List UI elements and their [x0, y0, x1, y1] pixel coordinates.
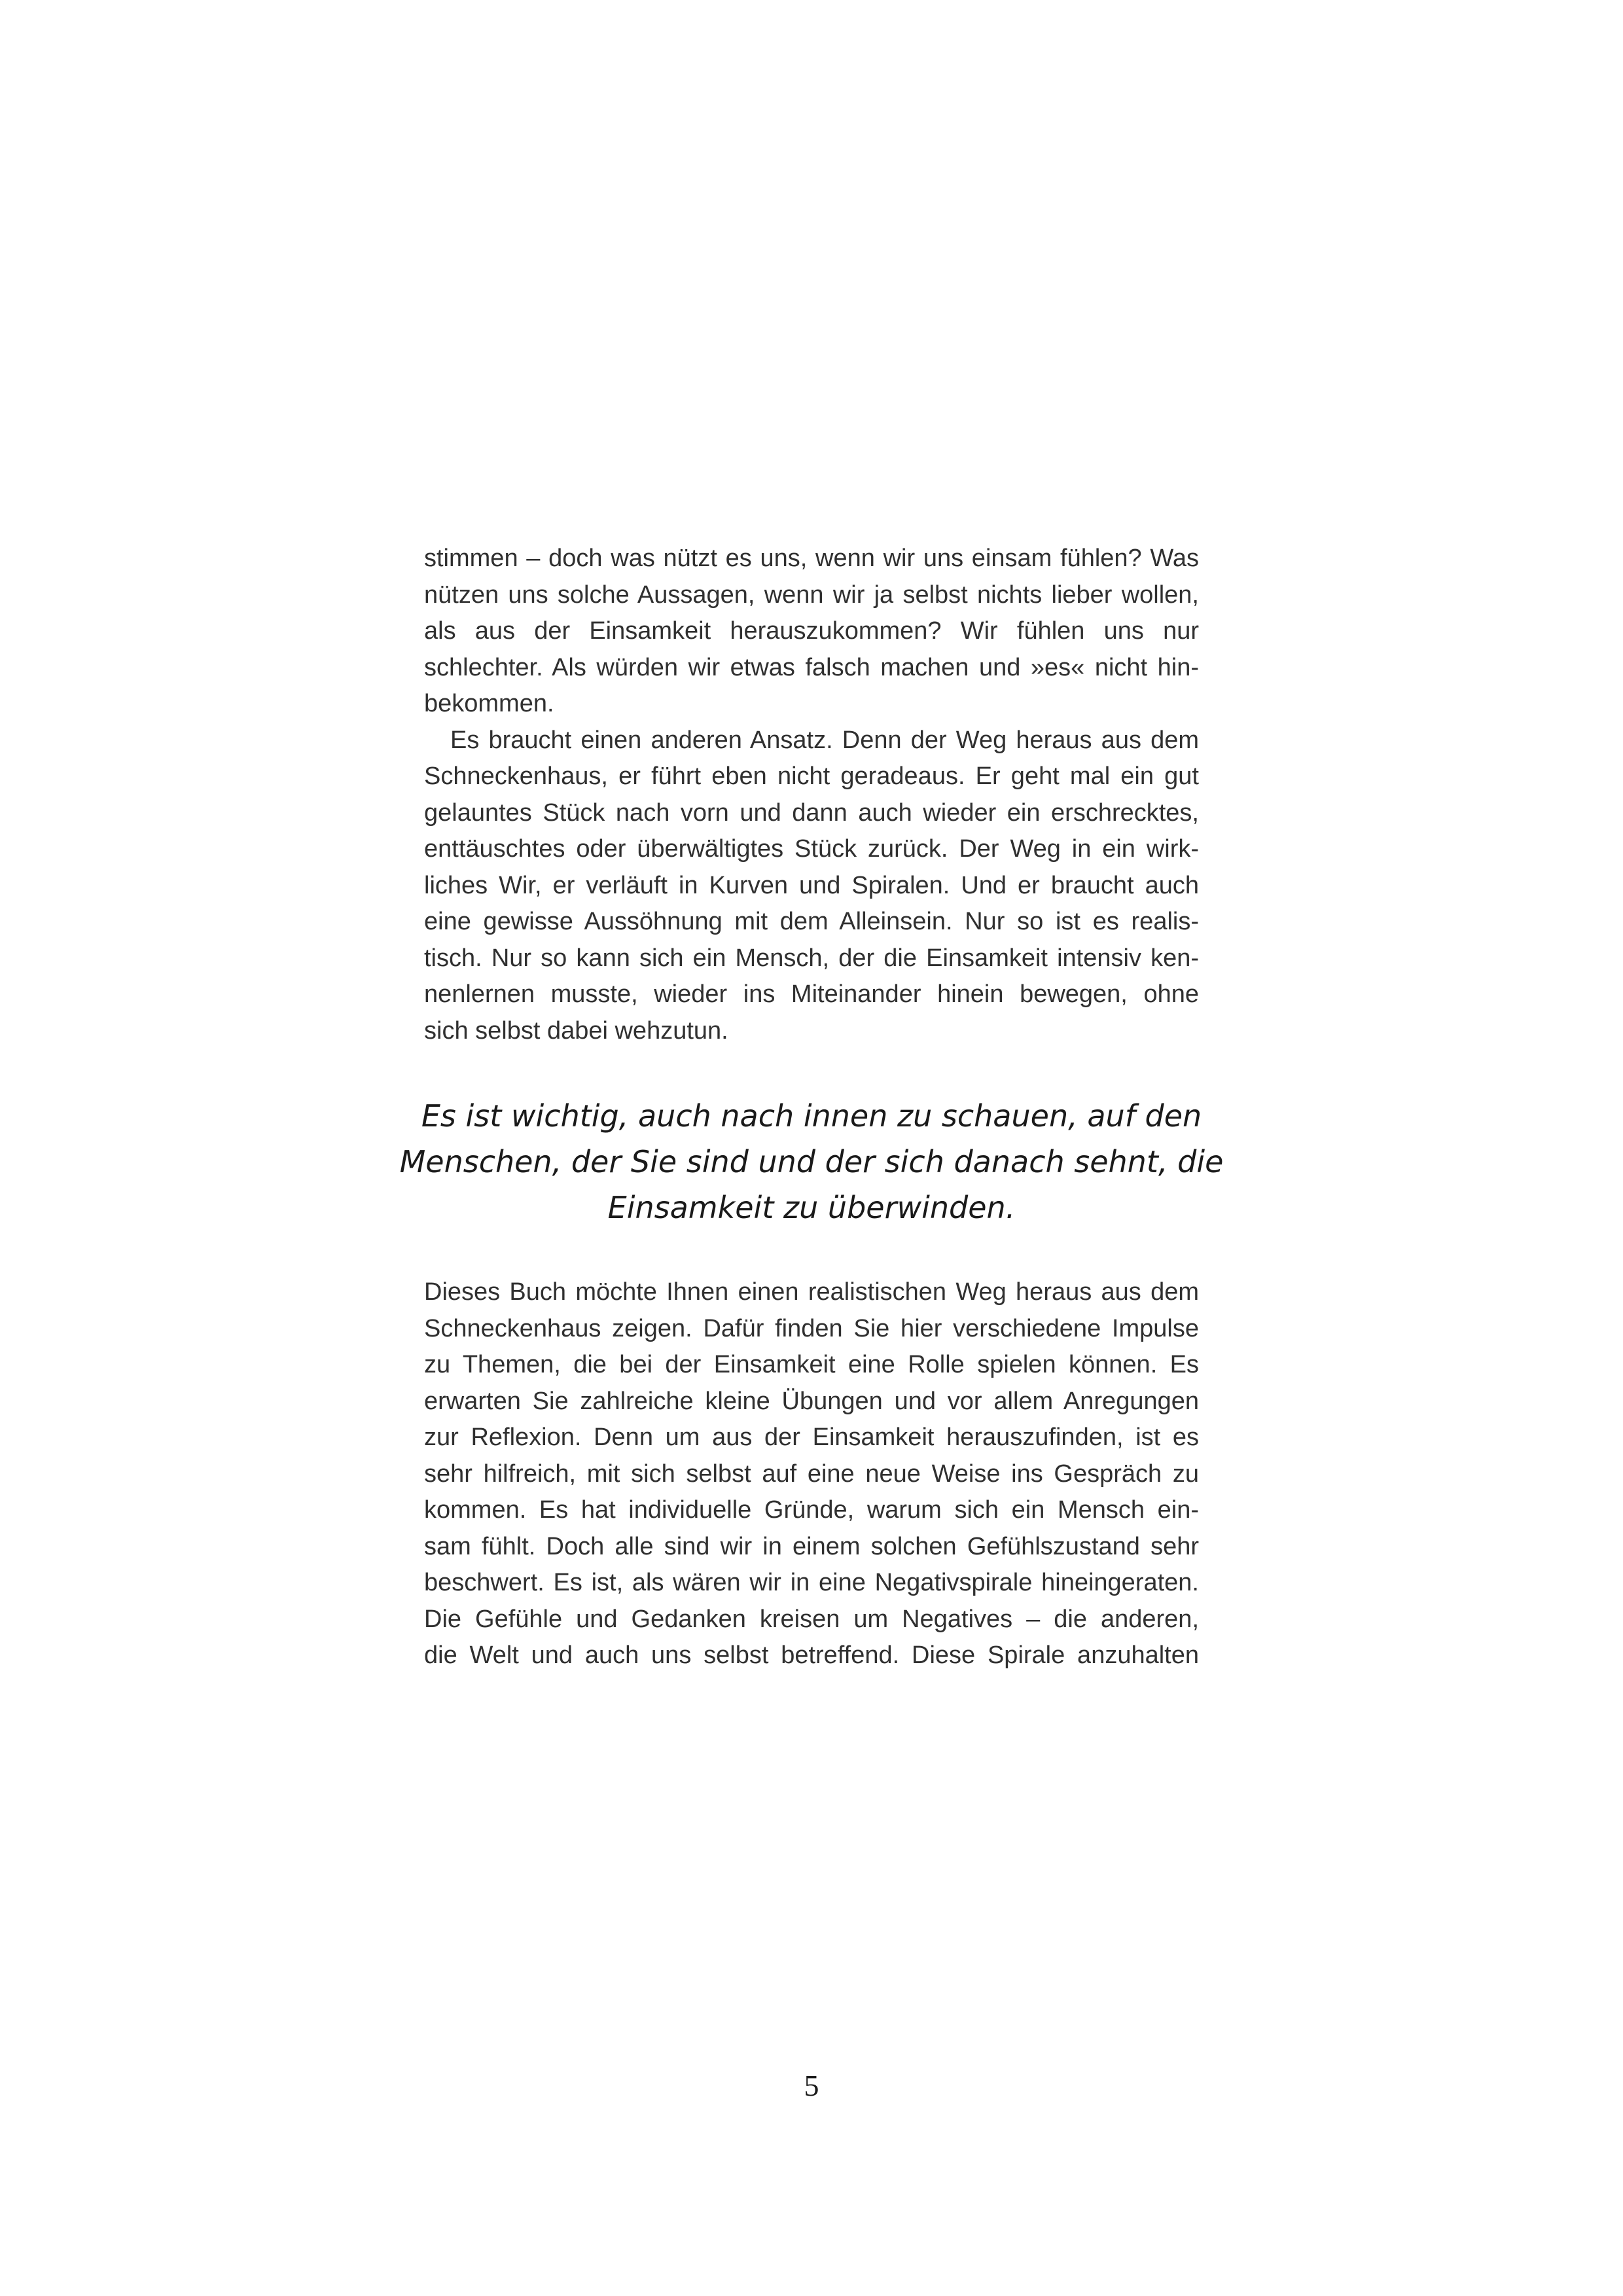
pull-quote-line: Einsamkeit zu überwinden.	[607, 1190, 1016, 1225]
text-line: erwarten Sie zahlreiche kleine Übungen und vor allem Anregungen	[424, 1387, 1199, 1415]
paragraph-2	[424, 723, 1199, 1050]
text-line: liches Wir, er verläuft in Kurven und Spiralen. Und er braucht auch	[424, 871, 1199, 899]
text-line: enttäuschtes oder überwältigtes Stück zurück. Der Weg in ein wirk-	[424, 835, 1199, 863]
text-line: zur Reflexion. Denn um aus der Einsamkeit herauszufinden, ist es	[424, 1424, 1199, 1451]
text-line: schlechter. Als würden wir etwas falsch machen und »es« nicht hin-	[424, 653, 1199, 681]
text-line: Es braucht einen anderen Ansatz. Denn der Weg heraus aus dem	[450, 726, 1199, 754]
text-line: zu Themen, die bei der Einsamkeit eine Rolle spielen können. Es	[424, 1351, 1199, 1378]
text-line: stimmen – doch was nützt es uns, wenn wir uns einsam fühlen? Was	[424, 545, 1199, 572]
text-line: eine gewisse Aussöhnung mit dem Alleinsein. Nur so ist es realis-	[424, 908, 1199, 935]
text-line: Dieses Buch möchte Ihnen einen realistischen Weg heraus aus dem	[424, 1278, 1199, 1306]
text-line: Schneckenhaus, er führt eben nicht geradeaus. Er geht mal ein gut	[424, 762, 1199, 790]
paragraph-1	[424, 541, 1199, 723]
text-line: Die Gefühle und Gedanken kreisen um Negatives – die anderen,	[424, 1605, 1199, 1633]
text-line: tisch. Nur so kann sich ein Mensch, der die Einsamkeit intensiv ken-	[424, 944, 1199, 972]
text-line: kommen. Es hat individuelle Gründe, warum sich ein Mensch ein-	[424, 1496, 1199, 1524]
text-line: sehr hilfreich, mit sich selbst auf eine neue Weise ins Gespräch zu	[424, 1460, 1199, 1488]
body-text-lower	[424, 1274, 1199, 1674]
text-line: als aus der Einsamkeit herauszukommen? Wir fühlen uns nur	[424, 617, 1199, 645]
pull-quote-line: Menschen, der Sie sind und der sich danach sehnt, die	[399, 1144, 1224, 1179]
body-text-upper	[424, 541, 1199, 1049]
text-line: sich selbst dabei wehzutun.	[424, 1016, 728, 1045]
text-line: Schneckenhaus zeigen. Dafür finden Sie hier verschiedene Impulse	[424, 1314, 1199, 1342]
text-line: gelauntes Stück nach vorn und dann auch wieder ein erschrecktes,	[424, 798, 1199, 827]
text-line: sam fühlt. Doch alle sind wir in einem solchen Gefühlszustand sehr	[424, 1532, 1199, 1560]
text-line: bekommen.	[424, 690, 554, 717]
paragraph-3	[424, 1274, 1199, 1674]
text-line: die Welt und auch uns selbst betreffend. Diese Spirale anzuhalten	[424, 1641, 1199, 1669]
text-line: nenlernen musste, wieder ins Miteinander hinein bewegen, ohne	[424, 980, 1199, 1008]
text-line: beschwert. Es ist, als wären wir in eine Negativspirale hineingeraten.	[424, 1569, 1199, 1596]
pull-quote	[366, 1093, 1257, 1230]
text-line: nützen uns solche Aussagen, wenn wir ja selbst nichts lieber wollen,	[424, 581, 1199, 609]
page-number: 5	[804, 2069, 819, 2102]
pull-quote-line: Es ist wichtig, auch nach innen zu schauen, auf den	[421, 1098, 1202, 1134]
